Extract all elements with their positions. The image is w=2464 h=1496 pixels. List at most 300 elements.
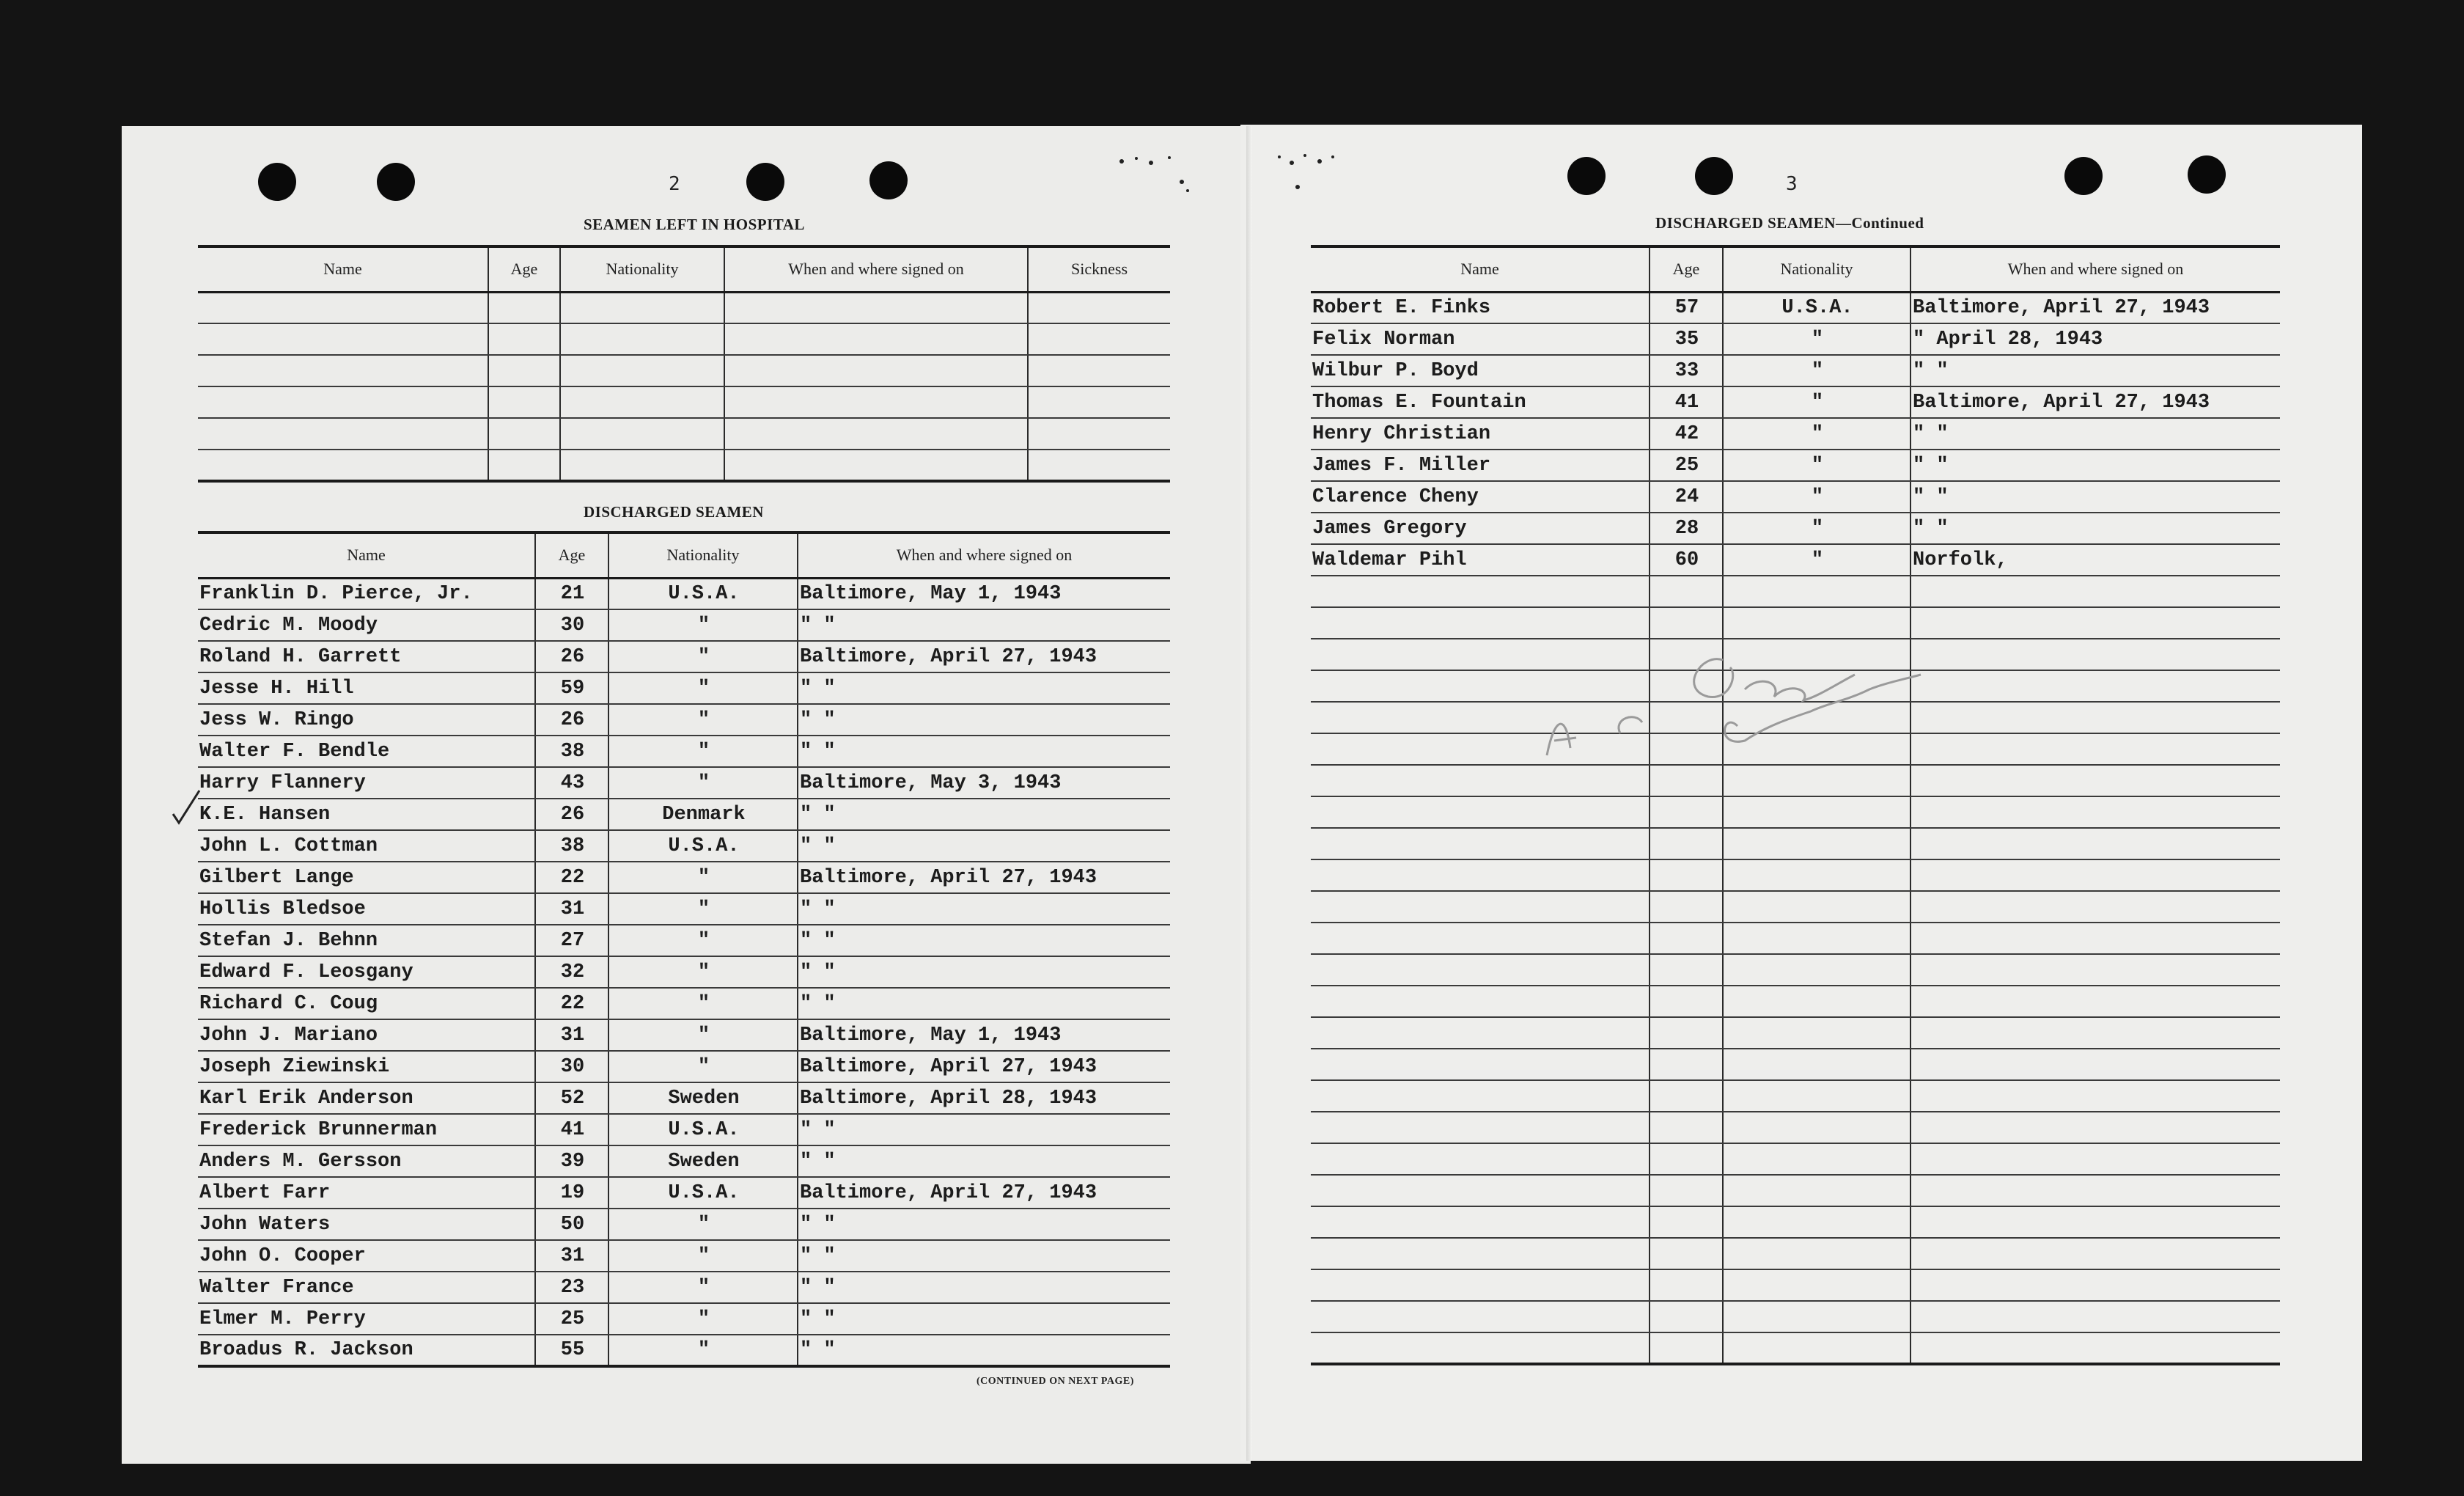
nationality-cell: " xyxy=(608,1272,798,1303)
age-cell xyxy=(488,292,560,323)
nationality-cell: " xyxy=(608,704,798,736)
signed-on-cell: Baltimore, May 1, 1943 xyxy=(798,578,1170,609)
name-cell xyxy=(1311,1301,1650,1332)
name-cell: Anders M. Gersson xyxy=(198,1145,535,1177)
age-cell xyxy=(1650,1206,1723,1238)
age-cell: 27 xyxy=(535,925,608,956)
signed-on-cell: " " xyxy=(798,925,1170,956)
signed-on-cell xyxy=(1910,639,2280,670)
table-row xyxy=(198,450,1170,481)
name-cell xyxy=(1311,891,1650,923)
age-cell: 60 xyxy=(1650,544,1723,576)
table-row xyxy=(1311,1269,2280,1301)
age-cell xyxy=(488,386,560,418)
age-cell: 32 xyxy=(535,956,608,988)
nationality-cell xyxy=(1723,859,1910,891)
nationality-cell: U.S.A. xyxy=(608,578,798,609)
col-header-signed-on: When and where signed on xyxy=(724,246,1028,292)
sickness-cell xyxy=(1028,418,1170,450)
table-row xyxy=(198,672,1170,704)
signed-on-cell: " " xyxy=(798,1272,1170,1303)
nationality-cell: " xyxy=(608,893,798,925)
age-cell: 24 xyxy=(1650,481,1723,513)
table-row xyxy=(1311,418,2280,450)
col-header-sickness: Sickness xyxy=(1028,246,1170,292)
age-cell: 55 xyxy=(535,1335,608,1366)
age-cell: 31 xyxy=(535,1240,608,1272)
nationality-cell: Sweden xyxy=(608,1082,798,1114)
age-cell xyxy=(1650,1332,1723,1364)
table-row xyxy=(198,641,1170,672)
name-cell: John J. Mariano xyxy=(198,1019,535,1051)
name-cell: Elmer M. Perry xyxy=(198,1303,535,1335)
name-cell: Roland H. Garrett xyxy=(198,641,535,672)
sickness-cell xyxy=(1028,323,1170,355)
signed-on-cell: Baltimore, April 27, 1943 xyxy=(798,641,1170,672)
nationality-cell xyxy=(1723,1080,1910,1112)
name-cell: Franklin D. Pierce, Jr. xyxy=(198,578,535,609)
table-row xyxy=(198,704,1170,736)
page-number: 2 xyxy=(669,173,680,195)
nationality-cell: " xyxy=(1723,513,1910,544)
age-cell xyxy=(1650,1301,1723,1332)
table-row xyxy=(1311,481,2280,513)
age-cell: 26 xyxy=(535,799,608,830)
signed-on-cell xyxy=(1910,702,2280,733)
signed-on-cell xyxy=(1910,1017,2280,1049)
nationality-cell: " xyxy=(608,736,798,767)
signed-on-cell: Baltimore, April 27, 1943 xyxy=(1910,386,2280,418)
nationality-cell: " xyxy=(608,609,798,641)
nationality-cell xyxy=(1723,1238,1910,1269)
table-row xyxy=(1311,513,2280,544)
table-row xyxy=(1311,923,2280,954)
name-cell: Karl Erik Anderson xyxy=(198,1082,535,1114)
age-cell xyxy=(1650,1017,1723,1049)
nationality-cell: " xyxy=(608,1051,798,1082)
binder-hole xyxy=(746,163,784,201)
nationality-cell: " xyxy=(608,1335,798,1366)
name-cell: John Waters xyxy=(198,1209,535,1240)
age-cell xyxy=(1650,796,1723,828)
nationality-cell: " xyxy=(1723,386,1910,418)
nationality-cell: " xyxy=(1723,355,1910,386)
age-cell xyxy=(1650,576,1723,607)
age-cell xyxy=(1650,891,1723,923)
name-cell: Thomas E. Fountain xyxy=(1311,386,1650,418)
signed-on-cell xyxy=(1910,891,2280,923)
name-cell xyxy=(1311,859,1650,891)
nationality-cell xyxy=(1723,986,1910,1017)
nationality-cell xyxy=(1723,828,1910,859)
table-row xyxy=(1311,1143,2280,1175)
nationality-cell: " xyxy=(608,925,798,956)
signed-on-cell xyxy=(1910,954,2280,986)
signed-on-cell xyxy=(724,418,1028,450)
age-cell: 41 xyxy=(1650,386,1723,418)
signed-on-cell xyxy=(1910,859,2280,891)
signed-on-cell: " " xyxy=(798,1114,1170,1145)
discharged-table xyxy=(198,531,1170,1368)
name-cell: Richard C. Coug xyxy=(198,988,535,1019)
name-cell xyxy=(1311,1112,1650,1143)
name-cell: Henry Christian xyxy=(1311,418,1650,450)
signed-on-cell xyxy=(1910,986,2280,1017)
age-cell: 43 xyxy=(535,767,608,799)
signed-on-cell xyxy=(1910,670,2280,702)
table-row xyxy=(198,893,1170,925)
binder-hole xyxy=(377,163,415,201)
signed-on-cell xyxy=(724,355,1028,386)
nationality-cell: Sweden xyxy=(608,1145,798,1177)
nationality-cell: " xyxy=(608,1209,798,1240)
age-cell: 57 xyxy=(1650,292,1723,323)
nationality-cell xyxy=(1723,1301,1910,1332)
nationality-cell: " xyxy=(608,1240,798,1272)
table-row xyxy=(198,799,1170,830)
signed-on-cell: " " xyxy=(798,736,1170,767)
nationality-cell xyxy=(1723,1206,1910,1238)
table-row xyxy=(1311,891,2280,923)
signed-on-cell: " " xyxy=(1910,450,2280,481)
sickness-cell xyxy=(1028,292,1170,323)
table-row xyxy=(198,386,1170,418)
sickness-cell xyxy=(1028,355,1170,386)
name-cell xyxy=(1311,923,1650,954)
nationality-cell xyxy=(1723,1269,1910,1301)
nationality-cell xyxy=(560,292,724,323)
nationality-cell: " xyxy=(1723,418,1910,450)
hospital-section-caption: SEAMEN LEFT IN HOSPITAL xyxy=(584,216,805,233)
name-cell xyxy=(1311,828,1650,859)
signed-on-cell: " " xyxy=(798,1335,1170,1366)
signed-on-cell: " " xyxy=(798,1145,1170,1177)
signed-on-cell: " " xyxy=(798,1240,1170,1272)
nationality-cell xyxy=(1723,1143,1910,1175)
name-cell: Jess W. Ringo xyxy=(198,704,535,736)
sickness-cell xyxy=(1028,450,1170,481)
name-cell: Jesse H. Hill xyxy=(198,672,535,704)
nationality-cell: U.S.A. xyxy=(608,1177,798,1209)
age-cell xyxy=(1650,1080,1723,1112)
table-row xyxy=(198,1272,1170,1303)
nationality-cell xyxy=(1723,1112,1910,1143)
name-cell: Edward F. Leosgany xyxy=(198,956,535,988)
col-header-age: Age xyxy=(535,532,608,578)
name-cell xyxy=(1311,1332,1650,1364)
age-cell xyxy=(488,355,560,386)
discharged-continued-caption: DISCHARGED SEAMEN—Continued xyxy=(1655,214,1924,232)
table-row xyxy=(1311,1206,2280,1238)
name-cell: K.E. Hansen xyxy=(198,799,535,830)
table-row xyxy=(198,956,1170,988)
signed-on-cell: " " xyxy=(798,1209,1170,1240)
nationality-cell: " xyxy=(1723,323,1910,355)
signed-on-cell: " " xyxy=(798,830,1170,862)
signed-on-cell xyxy=(1910,1206,2280,1238)
name-cell: Walter France xyxy=(198,1272,535,1303)
name-cell xyxy=(198,386,488,418)
binder-hole xyxy=(258,163,296,201)
age-cell xyxy=(488,450,560,481)
age-cell: 50 xyxy=(535,1209,608,1240)
signed-on-cell xyxy=(1910,796,2280,828)
nationality-cell xyxy=(1723,1049,1910,1080)
signed-on-cell xyxy=(1910,1175,2280,1206)
age-cell xyxy=(1650,1049,1723,1080)
name-cell: Waldemar Pihl xyxy=(1311,544,1650,576)
table-row xyxy=(1311,292,2280,323)
col-header-name: Name xyxy=(1311,246,1650,292)
name-cell: Gilbert Lange xyxy=(198,862,535,893)
binder-hole xyxy=(1695,157,1733,195)
age-cell xyxy=(1650,923,1723,954)
signed-on-cell: Baltimore, April 28, 1943 xyxy=(798,1082,1170,1114)
name-cell: James F. Miller xyxy=(1311,450,1650,481)
age-cell: 30 xyxy=(535,1051,608,1082)
name-cell: Joseph Ziewinski xyxy=(198,1051,535,1082)
signed-on-cell: " " xyxy=(798,799,1170,830)
name-cell: James Gregory xyxy=(1311,513,1650,544)
name-cell: Albert Farr xyxy=(198,1177,535,1209)
nationality-cell: " xyxy=(608,862,798,893)
age-cell: 22 xyxy=(535,862,608,893)
table-row xyxy=(198,1114,1170,1145)
nationality-cell: " xyxy=(1723,450,1910,481)
table-row xyxy=(198,355,1170,386)
age-cell: 59 xyxy=(535,672,608,704)
name-cell: Frederick Brunnerman xyxy=(198,1114,535,1145)
name-cell xyxy=(198,292,488,323)
name-cell: Cedric M. Moody xyxy=(198,609,535,641)
nationality-cell: " xyxy=(608,767,798,799)
col-header-signed-on: When and where signed on xyxy=(1910,246,2280,292)
age-cell: 31 xyxy=(535,1019,608,1051)
nationality-cell xyxy=(1723,923,1910,954)
signed-on-cell xyxy=(1910,923,2280,954)
age-cell: 25 xyxy=(1650,450,1723,481)
signed-on-cell xyxy=(724,450,1028,481)
col-header-nationality: Nationality xyxy=(608,532,798,578)
nationality-cell: " xyxy=(608,988,798,1019)
nationality-cell xyxy=(1723,954,1910,986)
signed-on-cell: " " xyxy=(1910,481,2280,513)
name-cell xyxy=(1311,1175,1650,1206)
nationality-cell xyxy=(1723,576,1910,607)
age-cell: 23 xyxy=(535,1272,608,1303)
table-row xyxy=(198,418,1170,450)
binder-hole xyxy=(1567,157,1606,195)
age-cell: 38 xyxy=(535,830,608,862)
signed-on-cell: " " xyxy=(1910,418,2280,450)
name-cell xyxy=(1311,1238,1650,1269)
nationality-cell: " xyxy=(608,1303,798,1335)
col-header-age: Age xyxy=(488,246,560,292)
name-cell: Clarence Cheny xyxy=(1311,481,1650,513)
age-cell: 39 xyxy=(535,1145,608,1177)
col-header-name: Name xyxy=(198,532,535,578)
table-row xyxy=(198,1209,1170,1240)
name-cell xyxy=(198,450,488,481)
name-cell: Stefan J. Behnn xyxy=(198,925,535,956)
table-row xyxy=(1311,1238,2280,1269)
age-cell: 33 xyxy=(1650,355,1723,386)
table-row xyxy=(198,1240,1170,1272)
name-cell: Harry Flannery xyxy=(198,767,535,799)
name-cell: Wilbur P. Boyd xyxy=(1311,355,1650,386)
table-row xyxy=(198,862,1170,893)
signed-on-cell xyxy=(1910,1080,2280,1112)
nationality-cell xyxy=(1723,796,1910,828)
nationality-cell xyxy=(560,355,724,386)
age-cell: 42 xyxy=(1650,418,1723,450)
age-cell xyxy=(488,323,560,355)
binder-hole xyxy=(2188,155,2226,194)
hospital-table xyxy=(198,245,1170,483)
signed-on-cell: " April 28, 1943 xyxy=(1910,323,2280,355)
table-row xyxy=(1311,450,2280,481)
age-cell xyxy=(1650,954,1723,986)
name-cell: John O. Cooper xyxy=(198,1240,535,1272)
table-row xyxy=(1311,986,2280,1017)
col-header-signed-on: When and where signed on xyxy=(798,532,1170,578)
table-row xyxy=(1311,323,2280,355)
age-cell: 19 xyxy=(535,1177,608,1209)
signed-on-cell xyxy=(1910,1143,2280,1175)
table-row xyxy=(198,323,1170,355)
age-cell xyxy=(1650,1175,1723,1206)
signed-on-cell: Baltimore, April 27, 1943 xyxy=(798,862,1170,893)
name-cell xyxy=(1311,986,1650,1017)
checkmark xyxy=(170,786,205,830)
age-cell: 22 xyxy=(535,988,608,1019)
age-cell: 26 xyxy=(535,641,608,672)
signed-on-cell xyxy=(724,292,1028,323)
age-cell xyxy=(1650,1269,1723,1301)
signed-on-cell xyxy=(1910,1238,2280,1269)
table-row xyxy=(198,1177,1170,1209)
table-row xyxy=(1311,576,2280,607)
nationality-cell: " xyxy=(1723,544,1910,576)
page-fold xyxy=(1246,126,1252,1461)
signed-on-cell xyxy=(1910,576,2280,607)
discharged-continued-table xyxy=(1311,245,2280,1365)
signed-on-cell: " " xyxy=(798,893,1170,925)
age-cell: 31 xyxy=(535,893,608,925)
nationality-cell xyxy=(560,418,724,450)
table-row xyxy=(198,578,1170,609)
age-cell: 21 xyxy=(535,578,608,609)
table-row xyxy=(198,767,1170,799)
nationality-cell: U.S.A. xyxy=(608,830,798,862)
age-cell xyxy=(1650,859,1723,891)
name-cell xyxy=(1311,1143,1650,1175)
signed-on-cell xyxy=(724,323,1028,355)
name-cell xyxy=(198,323,488,355)
col-header-nationality: Nationality xyxy=(1723,246,1910,292)
table-row xyxy=(198,1051,1170,1082)
page-number: 3 xyxy=(1786,173,1798,195)
nationality-cell xyxy=(560,450,724,481)
name-cell xyxy=(1311,576,1650,607)
signed-on-cell: " " xyxy=(798,609,1170,641)
age-cell: 38 xyxy=(535,736,608,767)
nationality-cell: U.S.A. xyxy=(608,1114,798,1145)
table-row xyxy=(1311,386,2280,418)
discharged-section-caption: DISCHARGED SEAMEN xyxy=(584,503,764,521)
age-cell xyxy=(1650,828,1723,859)
signed-on-cell: Baltimore, April 27, 1943 xyxy=(798,1051,1170,1082)
table-row xyxy=(198,292,1170,323)
name-cell xyxy=(198,418,488,450)
nationality-cell xyxy=(560,386,724,418)
punch-debris xyxy=(1100,147,1378,205)
signed-on-cell: " " xyxy=(798,704,1170,736)
table-row xyxy=(198,1145,1170,1177)
name-cell xyxy=(1311,1269,1650,1301)
signed-on-cell xyxy=(1910,1332,2280,1364)
table-row xyxy=(198,1335,1170,1366)
age-cell: 35 xyxy=(1650,323,1723,355)
name-cell: John L. Cottman xyxy=(198,830,535,862)
name-cell: Felix Norman xyxy=(1311,323,1650,355)
signed-on-cell xyxy=(1910,607,2280,639)
nationality-cell: U.S.A. xyxy=(1723,292,1910,323)
nationality-cell: " xyxy=(608,641,798,672)
signed-on-cell xyxy=(1910,733,2280,765)
table-row xyxy=(1311,1080,2280,1112)
table-row xyxy=(198,1303,1170,1335)
table-row xyxy=(1311,859,2280,891)
age-cell: 28 xyxy=(1650,513,1723,544)
table-row xyxy=(1311,1175,2280,1206)
signed-on-cell: " " xyxy=(798,1303,1170,1335)
col-header-nationality: Nationality xyxy=(560,246,724,292)
table-row xyxy=(1311,796,2280,828)
age-cell: 25 xyxy=(535,1303,608,1335)
table-row xyxy=(1311,954,2280,986)
age-cell xyxy=(1650,1112,1723,1143)
table-row xyxy=(1311,355,2280,386)
pencil-signature xyxy=(1532,631,1957,777)
signed-on-cell xyxy=(1910,1269,2280,1301)
signed-on-cell xyxy=(1910,1301,2280,1332)
binder-hole xyxy=(2064,157,2103,195)
table-row xyxy=(198,830,1170,862)
table-row xyxy=(1311,828,2280,859)
signed-on-cell: Baltimore, April 27, 1943 xyxy=(1910,292,2280,323)
nationality-cell: " xyxy=(608,672,798,704)
signed-on-cell: " " xyxy=(798,956,1170,988)
nationality-cell: " xyxy=(608,1019,798,1051)
age-cell xyxy=(1650,1238,1723,1269)
name-cell xyxy=(1311,1206,1650,1238)
name-cell xyxy=(1311,796,1650,828)
signed-on-cell: Baltimore, May 3, 1943 xyxy=(798,767,1170,799)
sickness-cell xyxy=(1028,386,1170,418)
name-cell xyxy=(1311,954,1650,986)
table-row xyxy=(198,1019,1170,1051)
binder-hole xyxy=(869,161,908,199)
signed-on-cell xyxy=(1910,1049,2280,1080)
nationality-cell xyxy=(1723,1332,1910,1364)
age-cell xyxy=(1650,1143,1723,1175)
table-row xyxy=(198,988,1170,1019)
age-cell xyxy=(1650,986,1723,1017)
nationality-cell xyxy=(1723,1017,1910,1049)
table-row xyxy=(1311,1112,2280,1143)
nationality-cell: Denmark xyxy=(608,799,798,830)
